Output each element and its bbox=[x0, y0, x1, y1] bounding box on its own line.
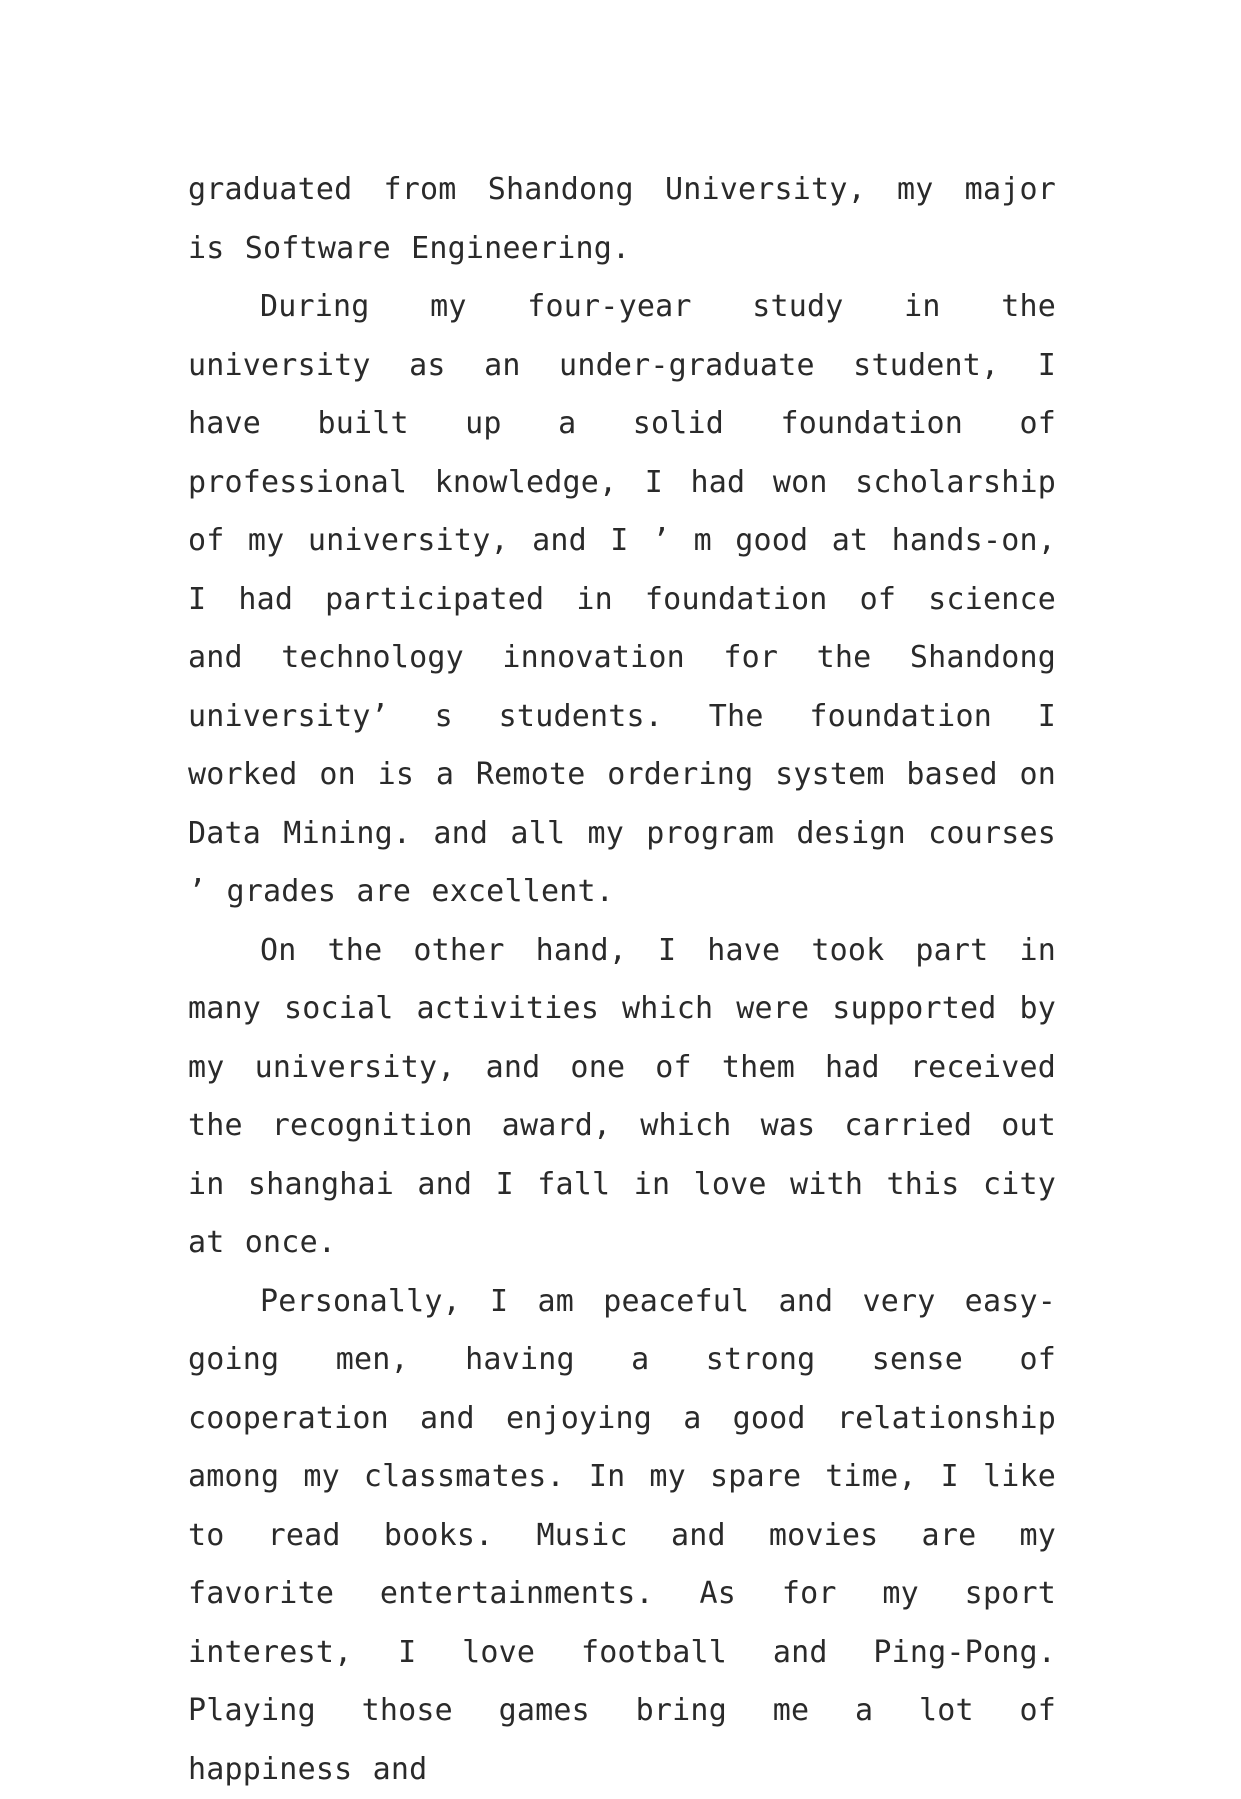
paragraph-activities: On the other hand, I have took part in many social activities which were supported by my university, and one of them had received the recognition award, which was carried out in shanghai and I fall in love with this city at once. bbox=[188, 922, 1056, 1273]
body-text bbox=[188, 161, 1056, 1799]
paragraph-study: During my four-year study in the university as an under-graduate student, I have built up a solid foundation of professional knowledge, I had won scholarship of my university, and I ’ m good at hands-on, I had participated in foundation of science and technology innovation for the Shandong university’ s students. The foundation I worked on is a Remote ordering system based on Data Mining. and all my program design courses ’ grades are excellent. bbox=[188, 278, 1056, 922]
paragraph-personal: Personally, I am peaceful and very easy-going men, having a strong sense of cooperation and enjoying a good relationship among my classmates. In my spare time, I like to read books. Music and movies are my favorite entertainments. As for my sport interest, I love football and Ping-Pong. Playing those games bring me a lot of happiness and bbox=[188, 1273, 1056, 1799]
paragraph-education: graduated from Shandong University, my major is Software Engineering. bbox=[188, 161, 1056, 278]
